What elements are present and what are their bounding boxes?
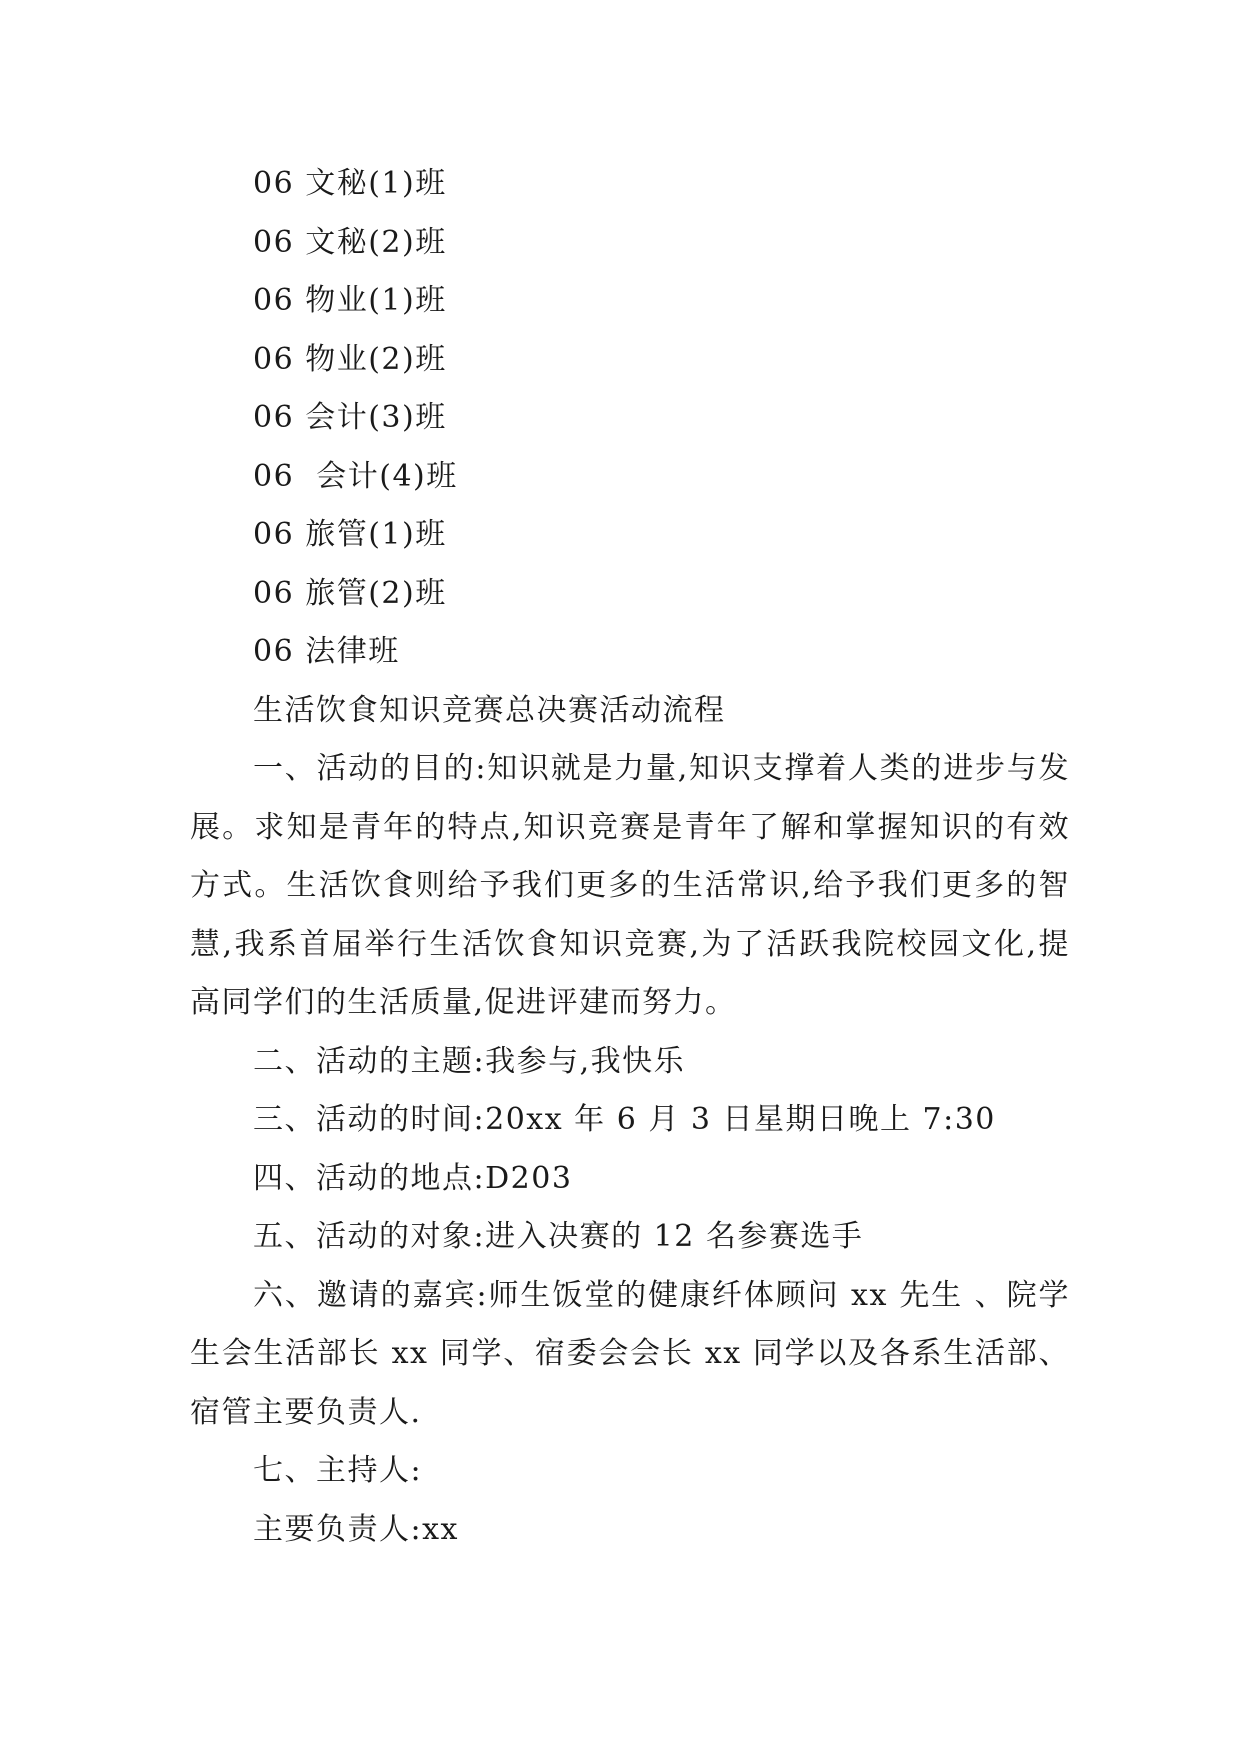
class-list-item: 06 旅管(1)班 — [253, 517, 447, 552]
class-list-item: 06 会计(4)班 — [253, 458, 458, 494]
guests-paragraph: 六、邀请的嘉宾:师生饭堂的健康纤体顾问 xx 先生 、院学生会生活部长 xx 同学、宿委会会长 xx 同学以及各系生活部、宿管主要负责人. — [190, 1277, 1070, 1430]
class-list-item: 06 旅管(2)班 — [253, 575, 447, 611]
time-paragraph: 三、活动的时间:20xx 年 6 月 3 日星期日晚上 7:30 — [253, 1102, 996, 1137]
class-list-item: 06 物业(1)班 — [253, 283, 447, 318]
place-paragraph: 四、活动的地点:D203 — [253, 1160, 573, 1196]
class-list-item: 06 文秘(2)班 — [253, 224, 447, 260]
theme-paragraph: 二、活动的主题:我参与,我快乐 — [253, 1043, 686, 1079]
class-list-item: 06 法律班 — [253, 634, 400, 669]
target-paragraph: 五、活动的对象:进入决赛的 12 名参赛选手 — [253, 1219, 864, 1254]
class-list-item: 06 会计(3)班 — [253, 400, 447, 435]
class-list-item: 06 物业(2)班 — [253, 341, 447, 377]
document-body — [190, 155, 1070, 1559]
class-list-item: 06 文秘(1)班 — [253, 166, 447, 201]
purpose-paragraph: 一、活动的目的:知识就是力量,知识支撑着人类的进步与发展。求知是青年的特点,知识竞赛是青年了解和掌握知识的有效方式。生活饮食则给予我们更多的生活常识,给予我们更多的智慧,我系首届举行生活饮食知识竞赛,为了活跃我院校园文化,提高同学们的生活质量,促进评建而努力。 — [190, 751, 1070, 1020]
lead-paragraph: 主要负责人:xx — [253, 1511, 459, 1547]
host-paragraph: 七、主持人: — [253, 1453, 423, 1488]
section-title: 生活饮食知识竞赛总决赛活动流程 — [253, 692, 726, 728]
